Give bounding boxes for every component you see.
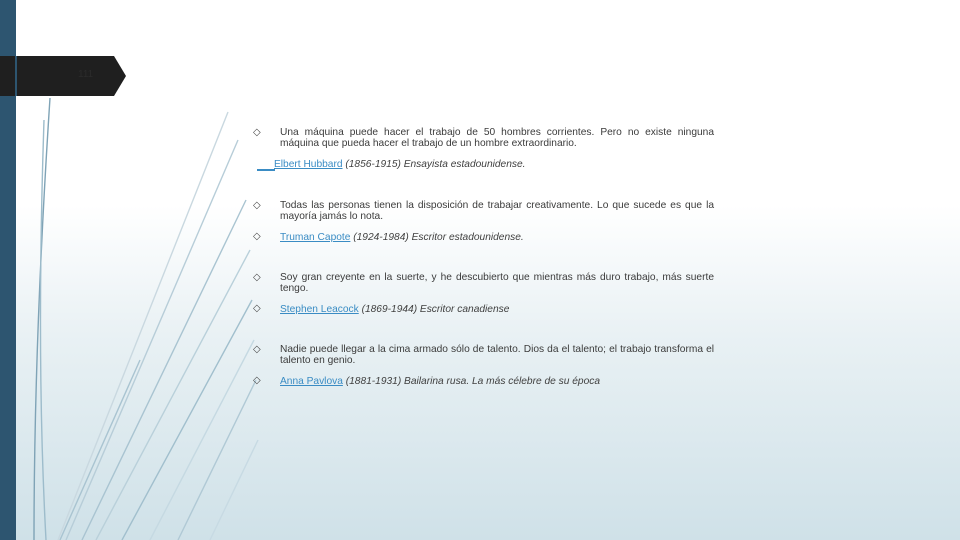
quote-attribution (280, 376, 600, 387)
author-link[interactable]: Elbert Hubbard (274, 159, 343, 170)
author-detail: (1869-1944) Escritor canadiense (361, 304, 510, 315)
slide-number: 111 (78, 69, 94, 80)
quote-text: Una máquina puede hacer el trabajo de 50 hombres corrientes. Pero no existe ninguna máquina que pueda hacer el trabajo de un hombre extraordinario. (280, 127, 714, 149)
author-detail: (1924-1984) Escritor estadounidense. (353, 232, 524, 243)
diamond-bullet-icon: ◇ (253, 303, 261, 314)
highlight-marker (257, 169, 275, 171)
quote-text: Soy gran creyente en la suerte, y he descubierto que mientras más duro trabajo, más suerte tengo. (280, 272, 714, 294)
diamond-bullet-icon: ◇ (253, 200, 261, 211)
author-link[interactable]: Truman Capote (280, 232, 351, 243)
author-detail: (1856-1915) Ensayista estadounidense. (345, 159, 526, 170)
quote-attribution (274, 159, 525, 170)
diamond-bullet-icon: ◇ (253, 272, 261, 283)
author-detail: (1881-1931) Bailarina rusa. La más célebre de su época (345, 376, 600, 387)
diamond-bullet-icon: ◇ (253, 231, 261, 242)
quote-text: Todas las personas tienen la disposición de trabajar creativamente. Lo que sucede es que la mayoría jamás lo nota. (280, 200, 714, 222)
author-link[interactable]: Anna Pavlova (280, 376, 343, 387)
quote-attribution (280, 304, 509, 315)
diamond-bullet-icon: ◇ (253, 344, 261, 355)
slide-number-tab (0, 56, 126, 96)
author-link[interactable]: Stephen Leacock (280, 304, 359, 315)
diamond-bullet-icon: ◇ (253, 375, 261, 386)
quote-text: Nadie puede llegar a la cima armado sólo de talento. Dios da el talento; el trabajo transforma el talento en genio. (280, 344, 714, 366)
diamond-bullet-icon: ◇ (253, 127, 261, 138)
quote-attribution (280, 232, 524, 243)
